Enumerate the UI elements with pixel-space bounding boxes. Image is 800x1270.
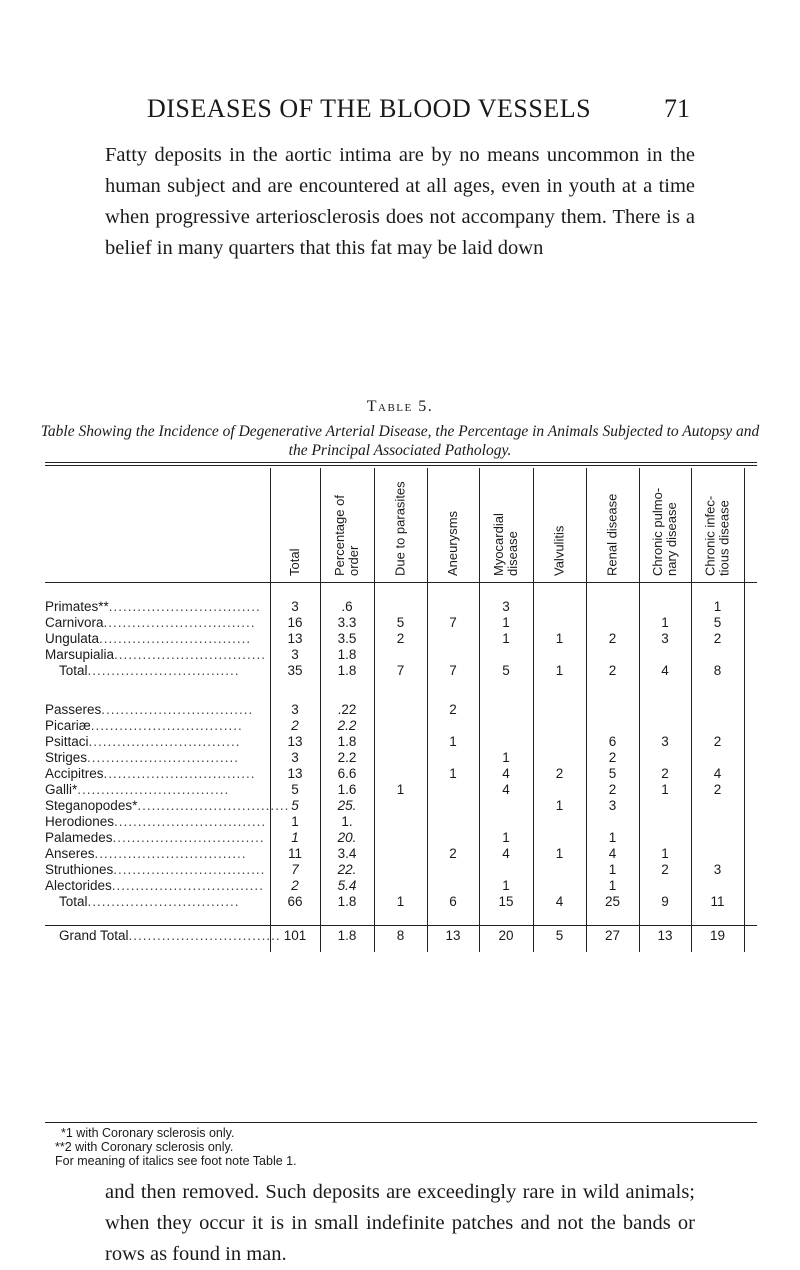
table-cell xyxy=(427,878,479,895)
column-header: Chronic pulmo- nary disease xyxy=(650,487,679,576)
table-cell xyxy=(533,702,586,719)
table-cell: 1 xyxy=(396,782,405,797)
table-cell: 101 xyxy=(283,928,307,943)
table-cell xyxy=(639,878,691,895)
table-cell: 25. xyxy=(337,798,357,813)
table-cell: 19 xyxy=(709,928,726,943)
table-row-label xyxy=(45,631,270,648)
row-label-text: Struthiones xyxy=(45,862,114,877)
table-cell xyxy=(586,814,639,831)
table-cell: 27 xyxy=(604,928,621,943)
row-label-text: Total xyxy=(59,894,88,909)
row-label-text: Psittaci xyxy=(45,734,89,749)
after-table-paragraph xyxy=(105,1177,695,1265)
table-cell xyxy=(479,647,533,664)
table-cell: 13 xyxy=(445,928,461,943)
table-cell xyxy=(533,734,586,751)
table-cell xyxy=(374,647,427,664)
leader-dots: ................................ xyxy=(94,846,247,861)
table-cell: 1 xyxy=(608,878,617,893)
table-cell: 7 xyxy=(449,663,457,678)
after-table-paragraph-text: and then removed. Such deposits are exceedingly rare in wild animals; when they occur it is in small indefinite patches and not the bands or rows as found in man. xyxy=(105,1181,695,1265)
table-cell: 20. xyxy=(337,830,357,845)
column-header: Total xyxy=(287,548,302,576)
leader-dots: ................................ xyxy=(101,702,254,717)
table-cell: 1.8 xyxy=(337,928,357,943)
row-label-text: Total xyxy=(59,663,88,678)
table-cell xyxy=(427,814,479,831)
table-cell xyxy=(586,647,639,664)
table-cell xyxy=(586,615,639,632)
table-cell: 1 xyxy=(661,782,669,797)
intro-paragraph-text: Fatty deposits in the aortic intima are by no means uncommon in the human subject and are encountered at all ages, even in youth at a time when progressive arteriosclerosis does not accompany them. There is a belief in many quarters that this fat may be laid down xyxy=(105,144,695,259)
row-label-text: Striges xyxy=(45,750,88,765)
table-cell xyxy=(691,750,744,767)
table-cell xyxy=(479,702,533,719)
table-cell: 66 xyxy=(287,894,303,909)
table-cell xyxy=(691,846,744,863)
table-cell xyxy=(533,750,586,767)
running-title: DISEASES OF THE BLOOD VESSELS xyxy=(147,94,592,123)
table-cell xyxy=(533,878,586,895)
table-cell xyxy=(374,814,427,831)
table-cell: 4 xyxy=(661,663,669,678)
table-cell: 1.8 xyxy=(337,734,357,749)
table-row-label xyxy=(45,928,281,945)
table-cell xyxy=(586,702,639,719)
column-header: Percentage of order xyxy=(332,495,361,576)
table-cell xyxy=(427,830,479,847)
table-cell: 9 xyxy=(661,894,669,909)
table-cell: 6.6 xyxy=(337,766,357,781)
table-cell xyxy=(374,862,427,879)
table-cell xyxy=(533,862,586,879)
table-cell: 16 xyxy=(287,615,303,630)
table-cell xyxy=(427,798,479,815)
table-cell: 4 xyxy=(555,894,564,909)
leader-dots: ................................ xyxy=(108,599,261,614)
table-cell xyxy=(374,599,427,616)
table-row-label xyxy=(45,734,270,751)
table-row-label xyxy=(45,798,290,815)
leader-dots: ................................ xyxy=(99,631,252,646)
table-cell: 1 xyxy=(502,750,510,765)
table-cell: 6 xyxy=(608,734,617,749)
table-cell xyxy=(374,718,427,735)
table-cell: 1 xyxy=(502,830,510,845)
table-cell: 1 xyxy=(661,846,669,861)
table-cell xyxy=(691,647,744,664)
column-divider xyxy=(744,468,745,952)
table-cell xyxy=(533,718,586,735)
table-cell: 2.2 xyxy=(337,750,357,765)
table-cell xyxy=(691,878,744,895)
leader-dots: ................................ xyxy=(137,798,290,813)
table-cell: 1 xyxy=(555,846,564,861)
footnote-3: For meaning of italics see foot note Table 1. xyxy=(55,1154,297,1168)
table-cell: 3 xyxy=(291,702,299,717)
column-header: Valvulitis xyxy=(551,525,567,576)
footnote-1: *1 with Coronary sclerosis only. xyxy=(61,1126,235,1140)
table-cell: 3.4 xyxy=(337,846,357,861)
table-cell xyxy=(586,599,639,616)
table-cell xyxy=(691,830,744,847)
table-cell: 1 xyxy=(502,615,510,630)
row-label-text: Herodiones xyxy=(45,814,115,829)
column-header: Aneurysms xyxy=(445,510,460,576)
table-cell xyxy=(639,814,691,831)
table-cell xyxy=(479,862,533,879)
table-row-label xyxy=(45,846,270,863)
table-cell: 5 xyxy=(713,615,722,630)
table-cell xyxy=(427,718,479,735)
column-header: Renal disease xyxy=(604,493,620,576)
table-cell: 5 xyxy=(608,766,617,781)
row-label-text: Steganopodes* xyxy=(45,798,138,813)
table-cell: 1 xyxy=(661,615,669,630)
table-cell: 3 xyxy=(608,798,617,813)
column-header: Due to parasites xyxy=(392,481,408,576)
table-cell: 2 xyxy=(608,750,617,765)
table-cell: 1 xyxy=(713,599,722,614)
table-cell: 8 xyxy=(713,663,722,678)
table-cell: 1 xyxy=(608,830,617,845)
page-number: 71 xyxy=(664,94,690,123)
leader-dots: ................................ xyxy=(88,734,241,749)
leader-dots: ................................ xyxy=(112,830,265,845)
table-cell: 8 xyxy=(396,928,405,943)
footnote-2: **2 with Coronary sclerosis only. xyxy=(55,1140,234,1154)
table-cell: 13 xyxy=(657,928,673,943)
table-cell: 2 xyxy=(608,631,617,646)
table-cell: 3 xyxy=(291,647,299,662)
table-cell: 1 xyxy=(449,766,457,781)
table-cell: 2 xyxy=(396,631,405,646)
table-cell: 4 xyxy=(713,766,722,781)
table-row-label xyxy=(45,750,270,767)
row-label-text: Picariæ xyxy=(45,718,91,733)
table-cell: 5 xyxy=(502,663,510,678)
table-cell: 20 xyxy=(498,928,514,943)
table-cell: 4 xyxy=(608,846,617,861)
table-cell xyxy=(586,718,639,735)
leader-dots: ................................ xyxy=(87,663,240,678)
table-row-label xyxy=(45,862,270,879)
table-cell xyxy=(374,798,427,815)
table-cell: 1 xyxy=(449,734,457,749)
row-label-text: Galli* xyxy=(45,782,78,797)
table-cell: .22 xyxy=(337,702,357,717)
table-cell xyxy=(374,830,427,847)
table-cell: .6 xyxy=(341,599,353,614)
table-label: Table 5. xyxy=(366,398,434,415)
table-cell xyxy=(374,878,427,895)
leader-dots: ................................ xyxy=(90,718,243,733)
table-cell: 15 xyxy=(498,894,514,909)
table-row-label xyxy=(45,766,270,783)
table-cell: 22. xyxy=(337,862,357,877)
table-cell: 2 xyxy=(555,766,564,781)
table-cell: 1 xyxy=(291,814,299,829)
row-label-text: Marsupialia xyxy=(45,647,115,662)
table-row-label xyxy=(45,782,270,799)
table-cell: 11 xyxy=(287,846,302,861)
table-row-label xyxy=(45,878,270,895)
table-cell xyxy=(691,702,744,719)
table-cell xyxy=(427,862,479,879)
table-cell: 3 xyxy=(291,750,299,765)
table-cell: 3 xyxy=(661,631,669,646)
table-cell: 2 xyxy=(661,862,669,877)
leader-dots: ................................ xyxy=(103,766,256,781)
table-cell xyxy=(639,750,691,767)
table-cell: 7 xyxy=(449,615,457,630)
table-cell: 13 xyxy=(287,631,303,646)
table-cell xyxy=(427,631,479,648)
leader-dots: ................................ xyxy=(103,615,256,630)
row-label-text: Anseres xyxy=(45,846,95,861)
table-cell: 2 xyxy=(661,766,669,781)
table-cell xyxy=(639,702,691,719)
table-cell xyxy=(479,814,533,831)
table-cell xyxy=(533,830,586,847)
table-cell: 1 xyxy=(555,631,564,646)
table-row-label xyxy=(45,830,270,847)
table-row-label xyxy=(45,647,270,664)
table-cell: 5.4 xyxy=(337,878,357,893)
table-cell: 3 xyxy=(661,734,669,749)
leader-dots: ................................ xyxy=(87,894,240,909)
table-cell xyxy=(533,615,586,632)
table-cell: 5 xyxy=(291,798,299,813)
row-label-text: Grand Total xyxy=(59,928,129,943)
table-cell xyxy=(479,734,533,751)
table-cell: 2 xyxy=(608,663,617,678)
leader-dots: ................................ xyxy=(77,782,230,797)
table-row-label xyxy=(45,599,270,616)
table-cell: 1 xyxy=(291,830,299,845)
table-cell: 4 xyxy=(502,782,510,797)
table-cell: 7 xyxy=(396,663,405,678)
table-cell xyxy=(427,599,479,616)
table-cell xyxy=(639,599,691,616)
table-cell xyxy=(374,734,427,751)
leader-dots: ................................ xyxy=(114,647,267,662)
table-cell: 2 xyxy=(291,718,299,733)
table-caption: Table Showing the Incidence of Degenerative Arterial Disease, the Percentage in Animals Subjected to Autopsy and the Principal Associated Pathology. xyxy=(40,423,760,459)
table-cell: 1. xyxy=(341,814,353,829)
table-cell: 4 xyxy=(502,846,510,861)
row-label-text: Alectorides xyxy=(45,878,112,893)
table-cell xyxy=(691,814,744,831)
table-cell: 2 xyxy=(291,878,299,893)
table-cell xyxy=(427,782,479,799)
table-cell: 2 xyxy=(608,782,617,797)
table-cell: 1 xyxy=(608,862,617,877)
table-cell: 7 xyxy=(291,862,299,877)
header-bottom-rule xyxy=(45,582,757,583)
table-cell: 5 xyxy=(396,615,405,630)
row-label-text: Accipitres xyxy=(45,766,104,781)
table-cell xyxy=(639,798,691,815)
table-row-label xyxy=(45,814,270,831)
table-cell: 1.8 xyxy=(337,894,357,909)
table-cell: 5 xyxy=(555,928,564,943)
table-cell: 2 xyxy=(713,631,722,646)
table-cell: 2 xyxy=(713,734,722,749)
table-cell: 13 xyxy=(287,766,303,781)
row-label-text: Carnivora xyxy=(45,615,104,630)
table-cell xyxy=(533,647,586,664)
table-cell: 1.6 xyxy=(337,782,357,797)
table-cell xyxy=(374,750,427,767)
table-cell: 3.5 xyxy=(337,631,357,646)
row-label-text: Passeres xyxy=(45,702,102,717)
table-cell: 35 xyxy=(287,663,303,678)
table-cell xyxy=(374,766,427,783)
leader-dots: ................................ xyxy=(128,928,281,943)
table-cell xyxy=(533,814,586,831)
leader-dots: ................................ xyxy=(113,862,266,877)
table-cell xyxy=(639,647,691,664)
table-cell: 5 xyxy=(291,782,299,797)
table-cell: 1.8 xyxy=(337,663,357,678)
table-cell xyxy=(691,718,744,735)
leader-dots: ................................ xyxy=(87,750,240,765)
table-cell: 25 xyxy=(604,894,621,909)
table-cell xyxy=(479,798,533,815)
table-cell xyxy=(639,830,691,847)
row-label-text: Primates** xyxy=(45,599,109,614)
table-cell xyxy=(533,599,586,616)
table-row-label xyxy=(45,718,270,735)
table-cell: 6 xyxy=(449,894,457,909)
table-cell xyxy=(691,798,744,815)
table-row-label xyxy=(45,702,270,719)
row-label-text: Ungulata xyxy=(45,631,100,646)
row-label-text: Palamedes xyxy=(45,830,113,845)
table-row-label xyxy=(45,615,270,632)
table-cell: 1 xyxy=(555,798,564,813)
table-cell xyxy=(427,750,479,767)
table-cell xyxy=(427,647,479,664)
table-bottom-rule xyxy=(45,1122,757,1123)
table-cell: 3.3 xyxy=(337,615,357,630)
column-header: Chronic infec- tious disease xyxy=(702,495,732,576)
leader-dots: ................................ xyxy=(114,814,267,829)
table-cell: 3 xyxy=(713,862,722,877)
table-cell: 4 xyxy=(502,766,510,781)
table-cell: 2 xyxy=(713,782,722,797)
table-cell xyxy=(533,782,586,799)
table-cell: 3 xyxy=(502,599,510,614)
table-cell xyxy=(374,702,427,719)
grand-total-top-rule xyxy=(45,925,757,926)
table-cell xyxy=(479,718,533,735)
column-header: Myocardial disease xyxy=(491,513,520,576)
table-cell: 11 xyxy=(710,894,725,909)
table-cell: 13 xyxy=(287,734,303,749)
leader-dots: ................................ xyxy=(111,878,264,893)
table-footnotes xyxy=(45,1126,297,1168)
table-cell: 2 xyxy=(449,702,457,717)
table-row-label xyxy=(45,894,270,911)
table-cell: 1 xyxy=(502,878,510,893)
table-cell: 3 xyxy=(291,599,299,614)
table-cell: 1.8 xyxy=(337,647,357,662)
table-row-label xyxy=(45,663,270,680)
table-cell: 1 xyxy=(555,663,564,678)
table-cell: 2.2 xyxy=(337,718,357,733)
table-cell: 1 xyxy=(502,631,510,646)
table-cell xyxy=(639,718,691,735)
table-cell: 1 xyxy=(396,894,405,909)
table-cell: 2 xyxy=(449,846,457,861)
table-cell xyxy=(374,846,427,863)
